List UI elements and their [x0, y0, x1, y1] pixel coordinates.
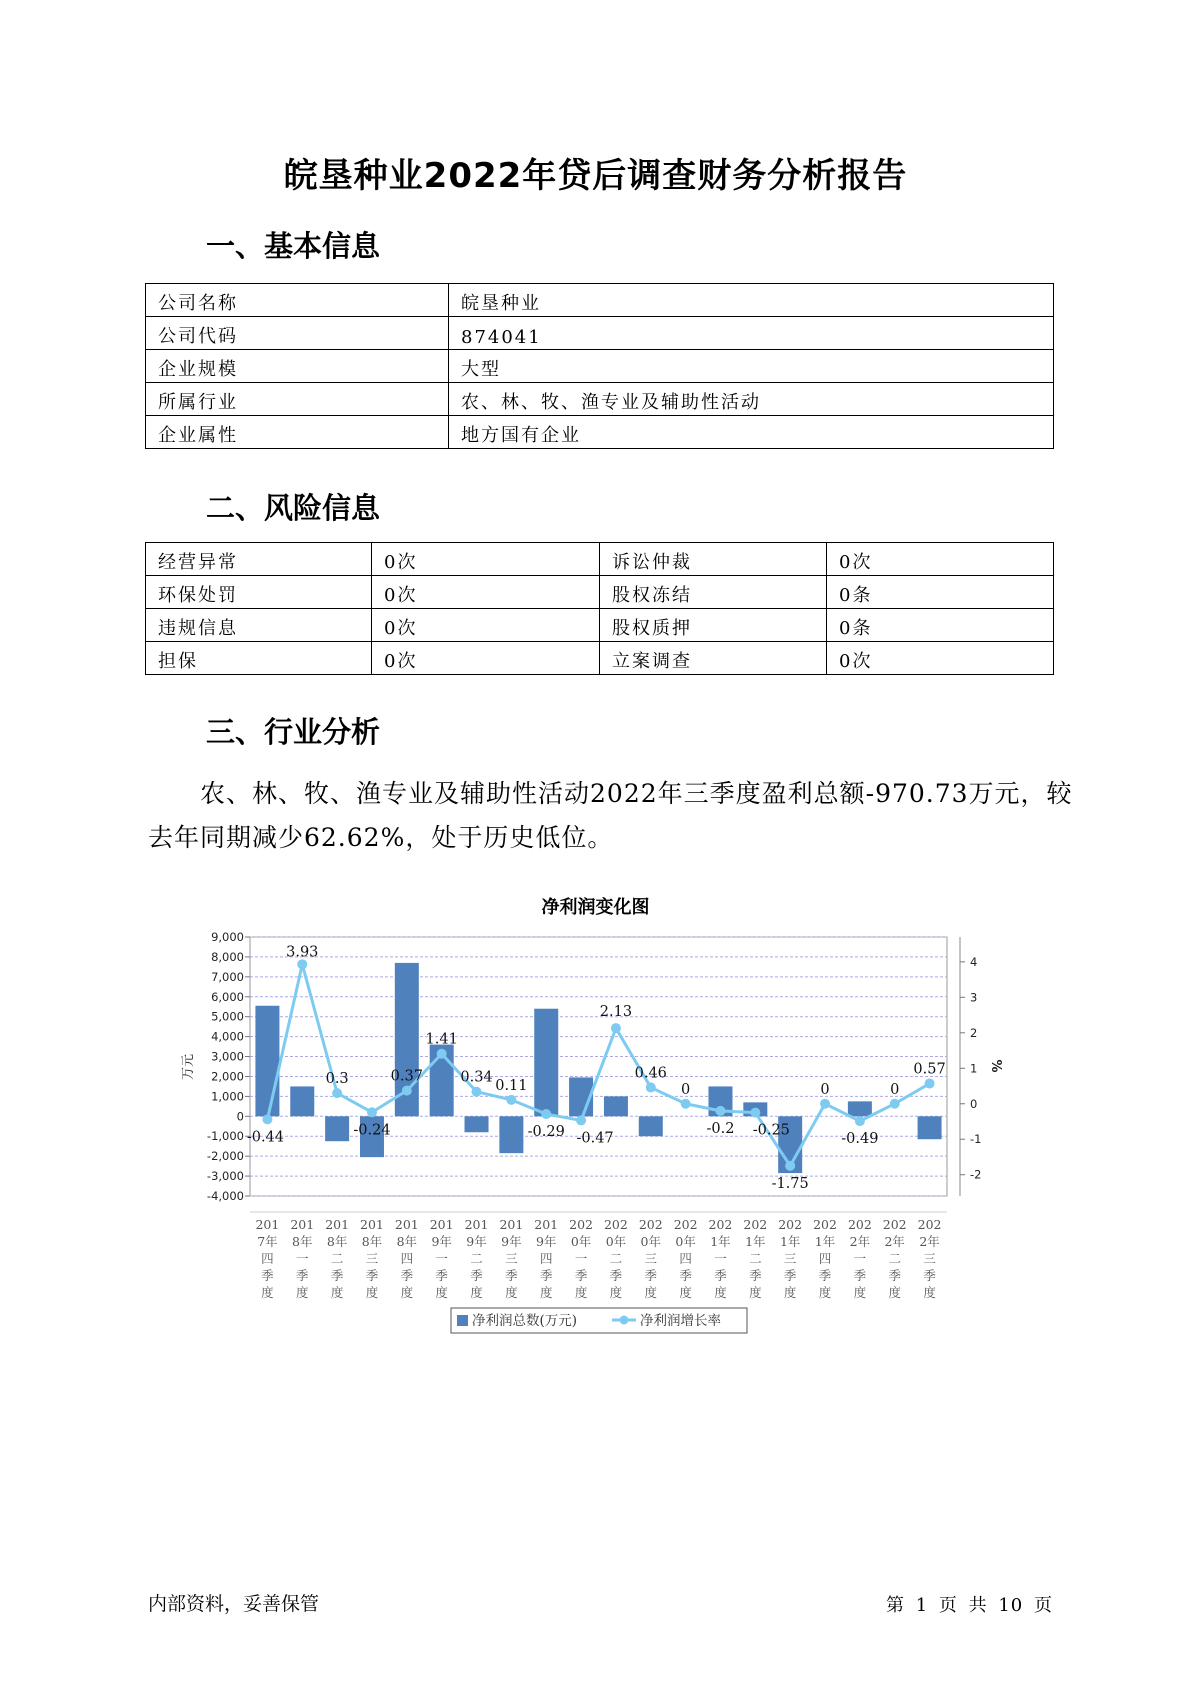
- x-tick-label: 202: [708, 1217, 733, 1232]
- risk-info-value: 0次: [827, 543, 1054, 576]
- growth-point: [541, 1109, 551, 1119]
- growth-point: [437, 1049, 447, 1059]
- data-label: -0.47: [576, 1130, 614, 1147]
- x-tick-label: 度: [644, 1285, 658, 1300]
- y-tick-label: 9,000: [211, 930, 244, 944]
- x-tick-label: 季: [644, 1268, 658, 1283]
- y-tick-label: -4,000: [206, 1189, 244, 1203]
- x-tick-label: 202: [813, 1217, 837, 1232]
- x-tick-label: 季: [818, 1268, 832, 1283]
- x-tick-label: 度: [853, 1285, 867, 1300]
- x-tick-label: 一: [296, 1251, 309, 1266]
- x-tick-label: 度: [400, 1285, 414, 1300]
- x-tick-label: 二: [749, 1251, 762, 1266]
- x-tick-label: 8年: [396, 1234, 418, 1249]
- bar: [848, 1101, 872, 1116]
- x-tick-label: 季: [261, 1268, 274, 1283]
- bar: [290, 1086, 314, 1116]
- bar: [534, 1009, 558, 1117]
- section-heading-basic: 一、基本信息: [206, 229, 381, 263]
- x-tick-label: 度: [783, 1285, 797, 1300]
- x-tick-label: 四: [400, 1251, 414, 1266]
- x-tick-label: 202: [569, 1217, 594, 1232]
- x-tick-label: 202: [882, 1217, 907, 1232]
- x-tick-label: 度: [714, 1285, 727, 1300]
- x-tick-label: 一: [714, 1251, 727, 1266]
- x-tick-label: 度: [330, 1285, 344, 1300]
- data-label: 0.57: [913, 1061, 946, 1078]
- x-tick-label: 季: [435, 1268, 448, 1283]
- x-tick-label: 二: [330, 1251, 344, 1266]
- data-label: 0.11: [495, 1077, 528, 1094]
- bar: [325, 1116, 349, 1141]
- x-tick-label: 二: [888, 1251, 901, 1266]
- risk-info-value: 0次: [372, 642, 600, 675]
- data-label: -0.44: [246, 1129, 285, 1146]
- data-label: 1.41: [425, 1031, 458, 1048]
- x-tick-label: 8年: [361, 1234, 383, 1249]
- x-tick-label: 四: [679, 1251, 692, 1266]
- x-tick-label: 1年: [814, 1234, 836, 1249]
- growth-point: [855, 1116, 865, 1126]
- data-label: 0: [681, 1081, 691, 1098]
- y2-tick-label: -1: [970, 1132, 982, 1147]
- data-label: 0.34: [460, 1069, 493, 1086]
- y-tick-label: 3,000: [211, 1049, 244, 1064]
- x-tick-label: 度: [505, 1285, 518, 1300]
- legend-line-label: 净利润增长率: [640, 1313, 721, 1329]
- x-tick-label: 度: [749, 1285, 762, 1300]
- y-tick-label: 7,000: [211, 969, 244, 984]
- basic-info-value: 农、林、牧、渔专业及辅助性活动: [449, 383, 1054, 416]
- x-tick-label: 201: [534, 1217, 559, 1232]
- growth-point: [715, 1106, 725, 1116]
- bar: [255, 1006, 279, 1117]
- risk-info-label: 环保处罚: [146, 576, 372, 609]
- basic-info-label: 企业规模: [146, 350, 449, 383]
- risk-info-label: 担保: [146, 642, 372, 675]
- risk-info-value: 0次: [372, 609, 600, 642]
- x-tick-label: 三: [783, 1251, 797, 1266]
- growth-point: [611, 1023, 621, 1033]
- growth-point: [367, 1107, 377, 1117]
- basic-info-label: 企业属性: [146, 416, 449, 449]
- data-label: -0.2: [706, 1120, 735, 1137]
- x-tick-label: 三: [365, 1251, 379, 1266]
- x-tick-label: 一: [574, 1251, 588, 1266]
- legend-bar-label: 净利润总数(万元): [472, 1313, 578, 1329]
- y-tick-label: -3,000: [206, 1169, 244, 1184]
- x-tick-label: 度: [888, 1285, 901, 1300]
- x-tick-label: 2年: [884, 1234, 905, 1249]
- data-label: 0.46: [634, 1065, 667, 1082]
- y-tick-label: -2,000: [206, 1149, 244, 1164]
- basic-info-value: 大型: [449, 350, 1054, 383]
- x-tick-label: 三: [923, 1251, 936, 1266]
- x-tick-label: 2年: [919, 1234, 940, 1249]
- x-tick-label: 度: [923, 1285, 936, 1300]
- risk-info-value: 0次: [827, 642, 1054, 675]
- data-label: 0.37: [390, 1068, 423, 1085]
- x-tick-label: 季: [296, 1268, 309, 1283]
- risk-info-value: 0次: [372, 576, 600, 609]
- legend-line-marker: [620, 1316, 629, 1325]
- x-tick-label: 季: [609, 1268, 623, 1283]
- x-tick-label: 季: [574, 1268, 588, 1283]
- x-tick-label: 9年: [535, 1234, 557, 1249]
- x-tick-label: 202: [743, 1217, 768, 1232]
- x-tick-label: 二: [470, 1251, 483, 1266]
- y-tick-label: 1,000: [211, 1089, 244, 1104]
- x-tick-label: 1年: [710, 1234, 731, 1249]
- data-label: 0.3: [325, 1071, 349, 1088]
- risk-info-label: 违规信息: [146, 609, 372, 642]
- y2-tick-label: 1: [970, 1061, 978, 1076]
- x-tick-label: 度: [470, 1285, 483, 1300]
- y-tick-label: 8,000: [211, 949, 244, 964]
- data-label: 0: [820, 1081, 830, 1098]
- x-tick-label: 季: [714, 1268, 727, 1283]
- footer-confidential-note: 内部资料，妥善保管: [148, 1593, 320, 1615]
- x-tick-label: 7年: [257, 1234, 278, 1249]
- risk-info-value: 0次: [372, 543, 600, 576]
- x-tick-label: 2年: [849, 1234, 871, 1249]
- x-tick-label: 三: [505, 1251, 518, 1266]
- x-tick-label: 201: [325, 1217, 350, 1232]
- chart-title: 净利润变化图: [541, 897, 650, 918]
- basic-info-value: 874041: [449, 317, 1054, 350]
- x-tick-label: 202: [603, 1217, 628, 1232]
- x-tick-label: 1年: [745, 1234, 766, 1249]
- x-tick-label: 季: [783, 1268, 797, 1283]
- x-tick-label: 度: [435, 1285, 448, 1300]
- x-tick-label: 0年: [605, 1234, 627, 1249]
- y2-tick-label: 2: [970, 1025, 978, 1040]
- x-tick-label: 201: [464, 1217, 489, 1232]
- x-tick-label: 202: [638, 1217, 663, 1232]
- bar: [499, 1116, 523, 1153]
- bar: [918, 1116, 942, 1139]
- footer-page-number: 第 1 页 共 10 页: [886, 1595, 1053, 1616]
- x-tick-label: 度: [365, 1285, 379, 1300]
- x-tick-label: 201: [360, 1217, 384, 1232]
- x-tick-label: 201: [394, 1217, 419, 1232]
- y-tick-label: 4,000: [211, 1029, 244, 1044]
- x-tick-label: 季: [539, 1268, 553, 1283]
- section-heading-industry: 三、行业分析: [206, 715, 381, 749]
- x-tick-label: 四: [261, 1251, 274, 1266]
- growth-point: [506, 1095, 516, 1105]
- growth-point: [681, 1099, 691, 1109]
- x-tick-label: 201: [499, 1217, 524, 1232]
- x-tick-label: 四: [818, 1251, 832, 1266]
- y2-tick-label: 0: [970, 1096, 978, 1111]
- x-tick-label: 度: [679, 1285, 692, 1300]
- section-heading-risk: 二、风险信息: [206, 491, 381, 525]
- x-tick-label: 季: [923, 1268, 936, 1283]
- risk-info-label: 股权质押: [600, 609, 827, 642]
- x-tick-label: 202: [917, 1217, 942, 1232]
- x-tick-label: 季: [330, 1268, 344, 1283]
- data-label: -0.24: [353, 1122, 391, 1139]
- x-tick-label: 9年: [501, 1234, 522, 1249]
- x-tick-label: 度: [574, 1285, 588, 1300]
- risk-info-value: 0条: [827, 576, 1054, 609]
- y2-axis-title: %: [988, 1059, 1003, 1073]
- data-label: -1.75: [771, 1175, 809, 1192]
- growth-point: [890, 1099, 900, 1109]
- growth-point: [785, 1161, 795, 1171]
- x-tick-label: 9年: [466, 1234, 487, 1249]
- growth-point: [925, 1079, 935, 1089]
- risk-info-label: 股权冻结: [600, 576, 827, 609]
- bar: [604, 1096, 628, 1116]
- x-tick-label: 季: [470, 1268, 483, 1283]
- y-tick-label: 0: [236, 1109, 244, 1124]
- x-tick-label: 8年: [292, 1234, 313, 1249]
- plot-area: [250, 937, 947, 1196]
- x-tick-label: 季: [400, 1268, 414, 1283]
- growth-point: [297, 959, 307, 969]
- x-tick-label: 8年: [326, 1234, 348, 1249]
- x-tick-label: 201: [429, 1217, 454, 1232]
- x-tick-label: 1年: [779, 1234, 801, 1249]
- x-tick-label: 度: [296, 1285, 309, 1300]
- risk-info-value: 0条: [827, 609, 1054, 642]
- x-tick-label: 0年: [570, 1234, 592, 1249]
- growth-point: [750, 1108, 760, 1118]
- basic-info-value: 地方国有企业: [449, 416, 1054, 449]
- x-tick-label: 二: [609, 1251, 623, 1266]
- y-axis-title: 万元: [181, 1053, 196, 1081]
- growth-point: [402, 1086, 412, 1096]
- basic-info-value: 皖垦种业: [449, 284, 1054, 317]
- x-tick-label: 季: [679, 1268, 692, 1283]
- growth-point: [332, 1088, 342, 1098]
- growth-point: [820, 1099, 830, 1109]
- data-label: -0.25: [752, 1122, 790, 1139]
- x-tick-label: 202: [847, 1217, 872, 1232]
- data-label: -0.29: [527, 1124, 565, 1141]
- y-tick-label: 2,000: [211, 1069, 244, 1084]
- risk-info-label: 诉讼仲裁: [600, 543, 827, 576]
- bar: [639, 1116, 663, 1136]
- y2-tick-label: 3: [970, 990, 978, 1005]
- data-label: 3.93: [286, 944, 319, 961]
- risk-info-label: 经营异常: [146, 543, 372, 576]
- y2-tick-label: -2: [970, 1167, 982, 1182]
- report-title: 皖垦种业2022年贷后调查财务分析报告: [283, 156, 908, 196]
- x-tick-label: 一: [853, 1251, 867, 1266]
- growth-point: [262, 1114, 272, 1124]
- y-tick-label: 5,000: [211, 1009, 244, 1024]
- bar: [465, 1116, 489, 1132]
- x-tick-label: 季: [505, 1268, 518, 1283]
- industry-paragraph: 农、林、牧、渔专业及辅助性活动2022年三季度盈利总额-970.73万元，较去年同期减少62.62%，处于历史低位。: [148, 779, 1073, 852]
- x-tick-label: 0年: [640, 1234, 662, 1249]
- data-label: 2.13: [599, 1004, 633, 1021]
- basic-info-label: 公司代码: [146, 317, 449, 350]
- x-tick-label: 度: [539, 1285, 553, 1300]
- x-tick-label: 一: [435, 1251, 448, 1266]
- x-tick-label: 度: [818, 1285, 832, 1300]
- x-tick-label: 季: [749, 1268, 762, 1283]
- x-tick-label: 季: [853, 1268, 867, 1283]
- basic-info-label: 所属行业: [146, 383, 449, 416]
- growth-point: [576, 1115, 586, 1125]
- y-tick-label: -1,000: [206, 1129, 244, 1144]
- risk-info-label: 立案调查: [600, 642, 827, 675]
- x-tick-label: 201: [290, 1217, 315, 1232]
- growth-point: [646, 1082, 656, 1092]
- basic-info-label: 公司名称: [146, 284, 449, 317]
- x-tick-label: 0年: [675, 1234, 696, 1249]
- growth-point: [472, 1087, 482, 1097]
- x-tick-label: 四: [539, 1251, 553, 1266]
- x-tick-label: 度: [609, 1285, 623, 1300]
- data-label: 0: [890, 1081, 900, 1098]
- data-label: -0.49: [841, 1131, 879, 1148]
- legend-bar-swatch: [457, 1315, 468, 1326]
- x-tick-label: 202: [778, 1217, 803, 1232]
- y2-tick-label: 4: [970, 954, 978, 969]
- x-tick-label: 9年: [431, 1234, 452, 1249]
- x-tick-label: 季: [888, 1268, 901, 1283]
- x-tick-label: 度: [261, 1285, 274, 1300]
- y-tick-label: 6,000: [211, 989, 244, 1004]
- x-tick-label: 季: [365, 1268, 379, 1283]
- x-tick-label: 202: [673, 1217, 698, 1232]
- x-tick-label: 201: [255, 1217, 280, 1232]
- x-tick-label: 三: [644, 1251, 658, 1266]
